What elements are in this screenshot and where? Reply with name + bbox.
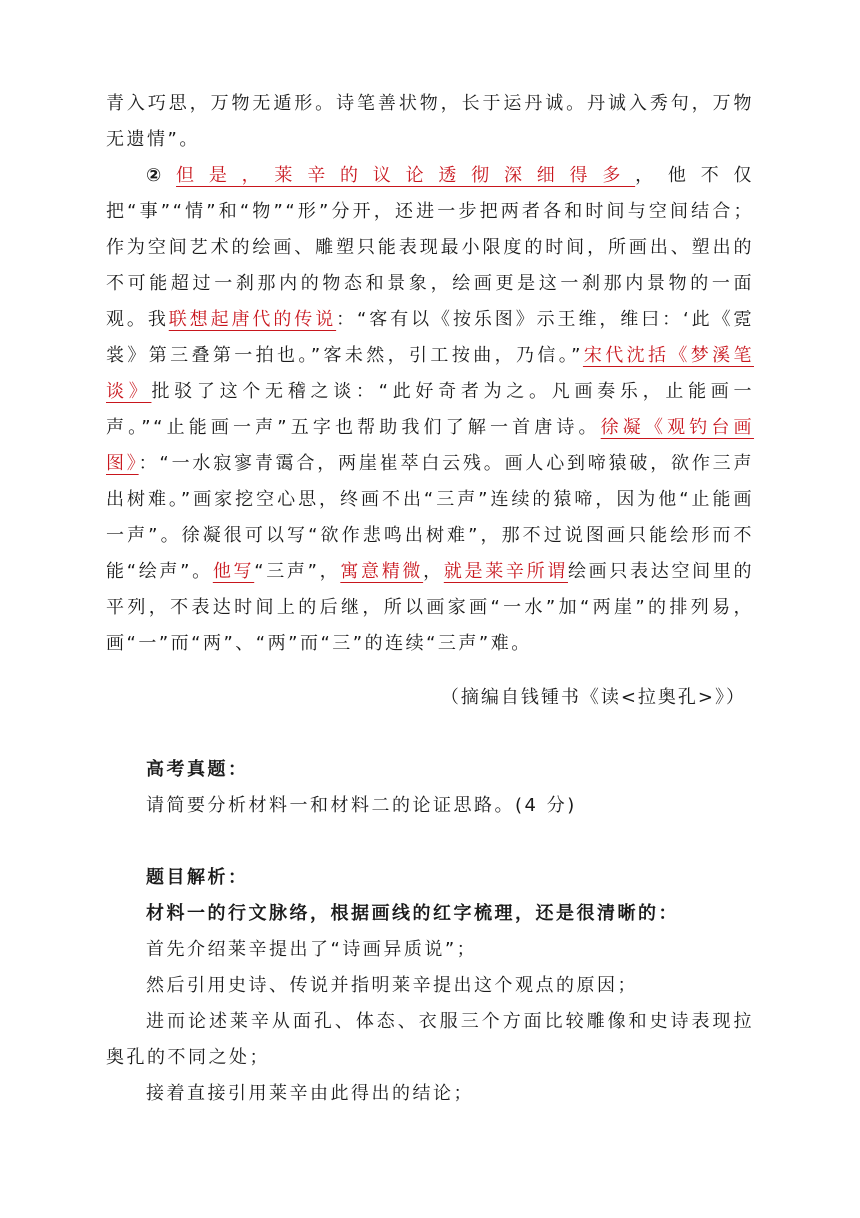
paragraph-text: ：“一水寂寥青霭合，两崖崔萃白云残。画人心到啼猿破，欲作三声出树难。”画家挖空心思，终画不出“三声”连续的猿啼，因为他“止能画一声”。徐凝很可以写“欲作悲鸣出树难”，那不过说图画只能绘形而不能“绘声”。 <box>106 453 754 582</box>
highlight-he-wrote: 他写 <box>212 561 255 582</box>
highlight-subtle-meaning: 寓意精微 <box>340 561 424 582</box>
paragraph-text: ， <box>423 561 444 582</box>
paragraph-text: ，他不仅把“事”“情”和“物”“形”分开，还进一步把两者各和时间与空间结合；作为空间艺术的绘画、雕塑只能表现最小限度的时间，所画出、塑出的不可能超过一刹那内的物态和景象，绘画更是这一刹那内景物的一面观。我 <box>106 165 755 330</box>
paragraph-text: ：“客有以《按乐图》示王维，维曰：‘此《霓裳》第三叠第一拍也。”客未然，引工按曲，乃信。” <box>106 309 755 366</box>
paragraph-poem-ending: 青入巧思，万物无遁形。诗笔善状物，长于运丹诚。丹诚入秀句，万物无遗情”。 <box>106 93 754 150</box>
exam-question: 请简要分析材料一和材料二的论证思路。(4 分) <box>146 795 577 816</box>
analysis-heading: 题目解析： <box>146 867 249 888</box>
analysis-step-2: 然后引用史诗、传说并指明莱辛提出这个观点的原因； <box>146 975 638 996</box>
exam-heading: 高考真题： <box>146 759 249 780</box>
paragraph-2 <box>106 158 754 662</box>
highlight-lessing-argument: 但是，莱辛的议论透彻深细得多 <box>176 165 636 186</box>
analysis-lead: 材料一的行文脉络，根据画线的红字梳理，还是很清晰的： <box>146 903 679 924</box>
analysis-step-1: 首先介绍莱辛提出了“诗画异质说”； <box>146 939 478 960</box>
highlight-shen-kuo: 宋代沈括《梦溪笔谈》 <box>106 345 754 402</box>
highlight-tang-legend: 联想起唐代的传说 <box>168 309 337 330</box>
highlight-lessing-so-called: 就是莱辛所谓 <box>443 561 568 582</box>
analysis-step-3: 进而论述莱辛从面孔、体态、衣服三个方面比较雕像和史诗表现拉奥孔的不同之处； <box>106 1011 754 1068</box>
paragraph-text: 批驳了这个无稽之谈：“此好奇者为之。凡画奏乐，止能画一声。”“止能画一声”五字也帮助我们了解一首唐诗。 <box>106 381 755 438</box>
paragraph-text: 绘画只表达空间里的平列，不表达时间上的后继，所以画家画“一水”加“两崖”的排列易，画“一”而“两”、“两”而“三”的连续“三声”难。 <box>106 561 755 654</box>
source-citation: （摘编自钱锺书《读<拉奥孔>》） <box>440 687 746 708</box>
highlight-xu-ning-poem: 徐凝《观钓台画图》 <box>106 417 755 474</box>
paragraph-number: ② <box>146 165 177 186</box>
paragraph-text: “三声”， <box>254 561 341 582</box>
analysis-step-4: 接着直接引用莱辛由此得出的结论； <box>146 1083 474 1104</box>
